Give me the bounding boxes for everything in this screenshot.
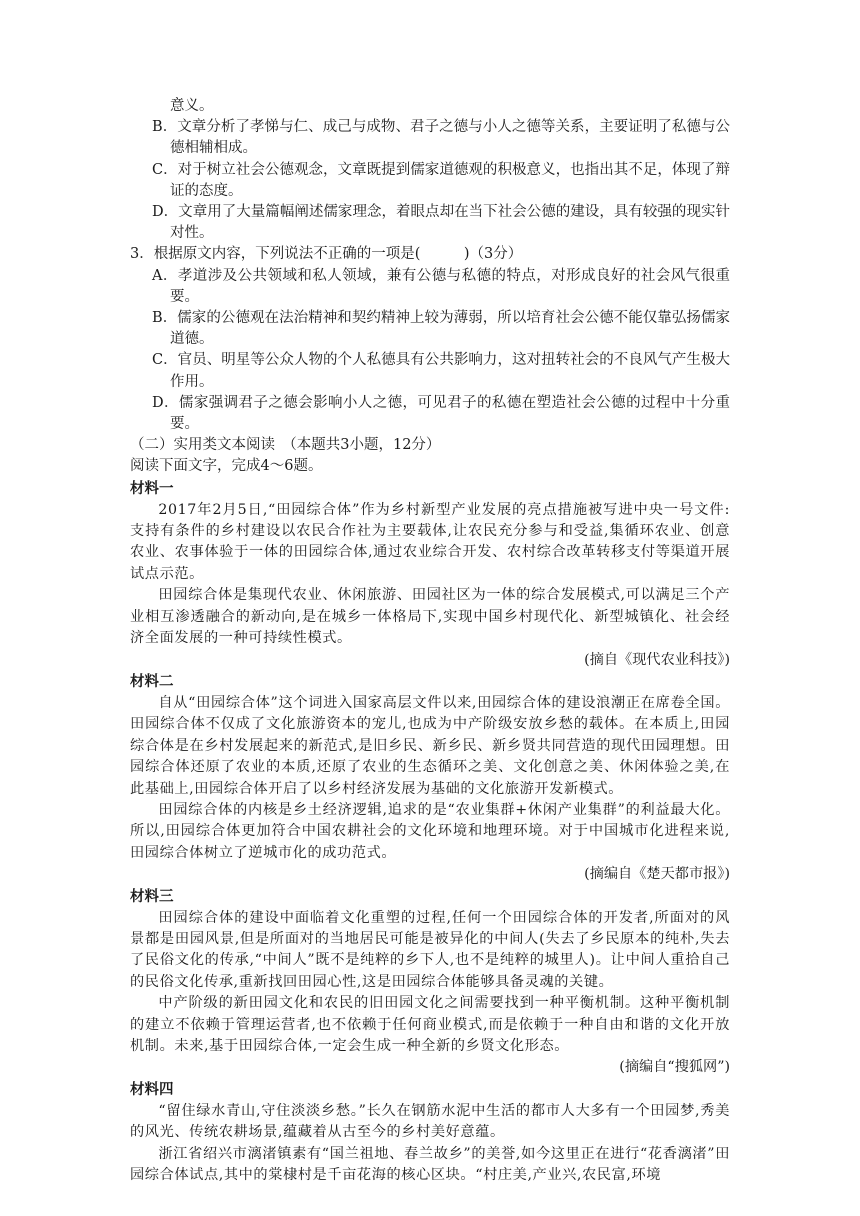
q2-option-a-continuation: 意义。: [170, 98, 214, 114]
material-3-heading: 材料三: [130, 888, 174, 905]
q3-option-d: D．儒家强调君子之德会影响小人之德，可见君子的私德在塑造社会公德的过程中十分重要。: [152, 394, 730, 433]
section-instruction: 阅读下面文字，完成4～6题。: [130, 458, 323, 475]
material-2-heading: 材料二: [130, 673, 174, 690]
material-2-paragraph-2: 田园综合体的内核是乡土经济逻辑,追求的是“农业集群+休闲产业集群”的利益最大化。所以,田园综合体更加符合中国农耕社会的文化环境和地理环境。对于中国城市化进程来说,田园综合体树立了逆城市化的成功范式。: [130, 801, 730, 861]
material-3-source: (摘编自“搜狐网”): [619, 1059, 730, 1076]
material-2-source: (摘编自《楚天都市报》): [584, 866, 730, 883]
q2-option-b: B．文章分析了孝悌与仁、成己与成物、君子之德与小人之德等关系，主要证明了私德与公德相辅相成。: [152, 119, 730, 157]
material-1-paragraph-2: 田园综合体是集现代农业、休闲旅游、田园社区为一体的综合发展模式,可以满足三个产业相互渗透融合的新动向,是在城乡一体格局下,实现中国乡村现代化、新型城镇化、社会经济全面发展的一种可持续性模式。: [130, 587, 730, 647]
exam-page: [130, 96, 730, 1186]
q3-option-a: A．孝道涉及公共领域和私人领域，兼有公德与私德的特点，对形成良好的社会风气很重要。: [152, 267, 730, 305]
material-2-paragraph-1: 自从“田园综合体”这个词进入国家高层文件以来,田园综合体的建设浪潮正在席卷全国。田园综合体不仅成了文化旅游资本的宠儿,也成为中产阶级安放乡愁的载体。在本质上,田园综合体是在乡村发展起来的新范式,是旧乡民、新乡民、新乡贤共同营造的现代田园理想。田园综合体还原了农业的本质,还原了农业的生态循环之美、文化创意之美、休闲体验之美,在此基础上,田园综合体开启了以乡村经济发展为基础的文化旅游开发新模式。: [130, 694, 730, 797]
material-1-paragraph-1: 2017年2月5日,“田园综合体”作为乡村新型产业发展的亮点措施被写进中央一号文件:支持有条件的乡村建设以农民合作社为主要载体,让农民充分参与和受益,集循环农业、创意农业、农事体验于一体的田园综合体,通过农业综合开发、农村综合改革转移支付等渠道开展试点示范。: [130, 501, 730, 582]
material-4-paragraph-2: 浙江省绍兴市漓渚镇素有“国兰祖地、春兰故乡”的美誉,如今这里正在进行“花香漓渚”田园综合体试点,其中的棠棣村是千亩花海的核心区块。“村庄美,产业兴,农民富,环境: [130, 1145, 730, 1184]
q2-option-d: D．文章用了大量篇幅阐述儒家理念，着眼点却在当下社会公德的建设，具有较强的现实针对性。: [152, 204, 730, 242]
q3-option-b: B．儒家的公德观在法治精神和契约精神上较为薄弱，所以培育社会公德不能仅靠弘扬儒家道德。: [152, 310, 730, 348]
material-1-heading: 材料一: [130, 480, 174, 497]
section-title: （二）实用类文本阅读 （本题共3小题，12分）: [130, 437, 441, 454]
material-1-source: (摘自《现代农业科技》): [584, 651, 730, 668]
material-4-paragraph-1: “留住绿水青山,守住淡淡乡愁。”长久在钢筋水泥中生活的都市人大多有一个田园梦,秀美的风光、传统农耕场景,蕴藏着从古至今的乡村美好意蕴。: [130, 1102, 730, 1141]
q3-option-c: C．官员、明星等公众人物的个人私德具有公共影响力，这对扭转社会的不良风气产生极大作用。: [152, 352, 730, 390]
material-3-paragraph-2: 中产阶级的新田园文化和农民的旧田园文化之间需要找到一种平衡机制。这种平衡机制的建立不依赖于管理运营者,也不依赖于任何商业模式,而是依赖于一种自由和谐的文化开放机制。未来,基于田园综合体,一定会生成一种全新的乡贤文化形态。: [130, 995, 730, 1054]
material-4-heading: 材料四: [130, 1081, 174, 1098]
q2-option-c: C．对于树立社会公德观念，文章既提到儒家道德观的积极意义，也指出其不足，体现了辩证的态度。: [152, 161, 730, 199]
q3-stem: 3．根据原文内容，下列说法不正确的一项是( )（3分）: [130, 246, 523, 263]
material-3-paragraph-1: 田园综合体的建设中面临着文化重塑的过程,任何一个田园综合体的开发者,所面对的风景都是田园风景,但是所面对的当地居民可能是被异化的中间人(失去了乡民原本的纯朴,失去了民俗文化的传承,“中间人”既不是纯粹的乡下人,也不是纯粹的城里人)。让中间人重拾自己的民俗文化传承,重新找回田园心性,这是田园综合体能够具备灵魂的关键。: [130, 909, 730, 990]
